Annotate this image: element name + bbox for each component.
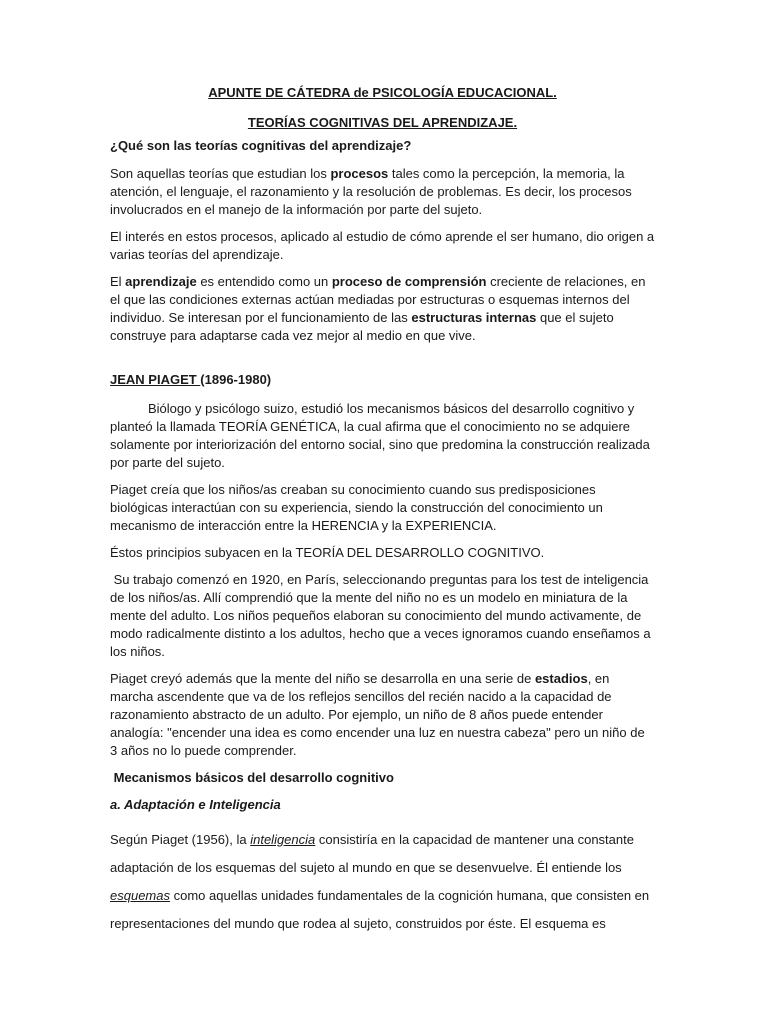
document-page xyxy=(110,84,655,938)
paragraph-8: Piaget creyó además que la mente del niño se desarrolla en una serie de estadios, en marcha ascendente que va de los reflejos sencillos del recién nacido a la capacidad de razonamiento abstracto de un adulto. Por ejemplo, un niño de 8 años puede entender analogía: "encender una idea es como encender una luz en nuestra cabeza" pero un niño de 3 años no lo puede comprender. xyxy=(110,671,645,758)
mechanisms-heading: Mecanismos básicos del desarrollo cognitivo xyxy=(110,770,394,785)
section-question: ¿Qué son las teorías cognitivas del aprendizaje? xyxy=(110,138,412,153)
paragraph-2: El interés en estos procesos, aplicado al estudio de cómo aprende el ser humano, dio origen a varias teorías del aprendizaje. xyxy=(110,229,655,262)
paragraph-3: El aprendizaje es entendido como un proceso de comprensión creciente de relaciones, en el que las condiciones externas actúan mediadas por estructuras o esquemas internos del individuo. Se interesan por el funcionamiento de las estructuras internas que el sujeto construye para adaptarse cada vez mejor al medio en que vive. xyxy=(110,274,646,343)
bold-term: estadios xyxy=(534,671,588,686)
term-inteligencia: inteligencia xyxy=(250,832,316,847)
paragraph-5: Piaget creía que los niños/as creaban su conocimiento cuando sus predisposiciones biológicas interactúan con su experiencia, siendo la construcción del conocimiento un mecanismo de interacción entre la HERENCIA y la EXPERIENCIA. xyxy=(110,482,603,533)
subheading-a: a. Adaptación e Inteligencia xyxy=(110,797,281,812)
document-subtitle: TEORÍAS COGNITIVAS DEL APRENDIZAJE. xyxy=(247,115,518,130)
section-heading-piaget xyxy=(110,371,655,389)
bold-term: estructuras internas xyxy=(411,310,537,325)
document-title: APUNTE DE CÁTEDRA de PSICOLOGÍA EDUCACIONAL. xyxy=(208,85,557,100)
piaget-name: JEAN PIAGET xyxy=(110,372,201,387)
piaget-years: (1896-1980) xyxy=(200,372,272,387)
paragraph-4: Biólogo y psicólogo suizo, estudió los mecanismos básicos del desarrollo cognitivo y planteó la llamada TEORÍA GENÉTICA, la cual afirma que el conocimiento no se adquiere solamente por interiorización del entorno social, sino que predomina la construcción realizada por parte del sujeto. xyxy=(110,401,650,470)
paragraph-6: Éstos principios subyacen en la TEORÍA DEL DESARROLLO COGNITIVO. xyxy=(110,545,545,560)
bold-term: aprendizaje xyxy=(125,274,197,289)
bold-term: proceso de comprensión xyxy=(331,274,487,289)
paragraph-9: Según Piaget (1956), la inteligencia consistiría en la capacidad de mantener una constante adaptación de los esquemas del sujeto al mundo en que se desenvuelve. Él entiende los esquemas como aquellas unidades fundamentales de la cognición humana, que consisten en representaciones del mundo que rodea al sujeto, construidos por éste. El esquema es xyxy=(110,832,650,931)
paragraph-1: Son aquellas teorías que estudian los procesos tales como la percepción, la memoria, la atención, el lenguaje, el razonamiento y la resolución de problemas. Es decir, los procesos involucrados en el manejo de la información por parte del sujeto. xyxy=(110,166,632,217)
paragraph-7: Su trabajo comenzó en 1920, en París, seleccionando preguntas para los test de inteligencia de los niños/as. Allí comprendió que la mente del niño no es un modelo en miniatura de la mente del adulto. Los niños pequeños elaboran su conocimiento del mundo activamente, de modo radicalmente distinto a los adultos, hecho que a veces ignoramos cuando enseñamos a los niños. xyxy=(110,572,655,659)
bold-term: procesos xyxy=(330,166,389,181)
term-esquemas: esquemas xyxy=(110,888,170,903)
